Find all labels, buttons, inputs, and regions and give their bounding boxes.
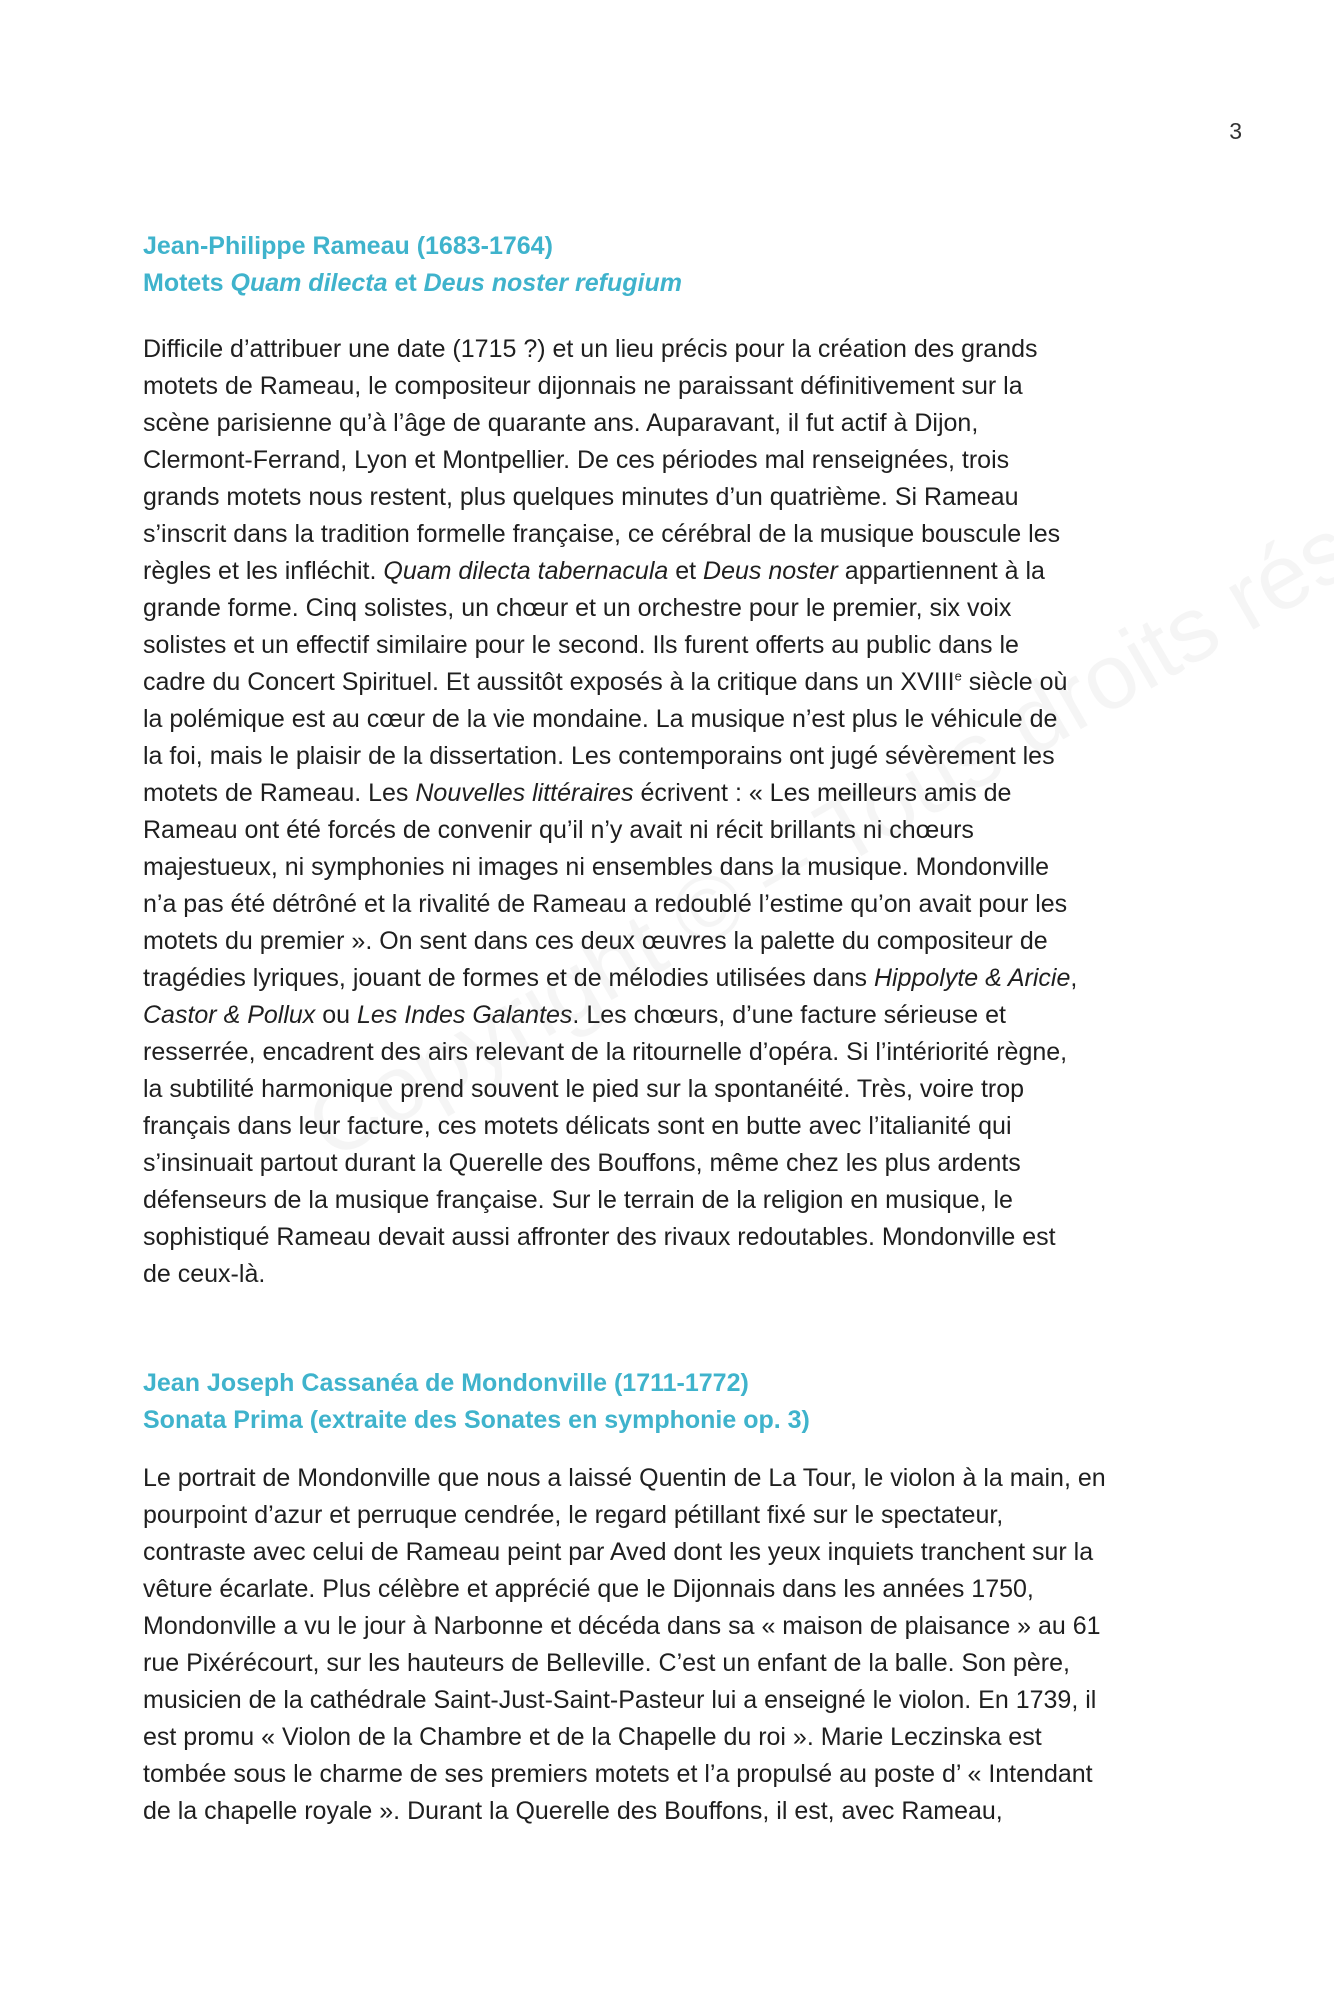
text-line <box>143 997 1203 1034</box>
heading-work: Sonata Prima (extraite des Sonates en symphonie op. 3) <box>143 1406 810 1434</box>
text-line: Le portrait de Mondonville que nous a laissé Quentin de La Tour, le violon à la main, en <box>143 1464 1106 1492</box>
text-run: ou <box>315 1001 357 1029</box>
text-line: Difficile d’attribuer une date (1715 ?) et un lieu précis pour la création des grands <box>143 335 1038 363</box>
superscript: e <box>954 668 962 684</box>
text-run: règles et les infléchit. <box>143 557 384 585</box>
heading-work-conjunction: et <box>387 269 424 297</box>
text-line <box>143 960 1203 997</box>
section-mondonville <box>143 1365 1203 1830</box>
section-body-text <box>143 1460 1203 1830</box>
italic-title: Deus noster <box>703 557 838 585</box>
text-line: tombée sous le charme de ses premiers motets et l’a propulsé au poste d’ « Intendant <box>143 1760 1093 1788</box>
italic-title: Les Indes Galantes <box>357 1001 573 1029</box>
text-line: Clermont-Ferrand, Lyon et Montpellier. De ces périodes mal renseignées, trois <box>143 446 1010 474</box>
text-line: grande forme. Cinq solistes, un chœur et un orchestre pour le premier, six voix <box>143 594 1012 622</box>
italic-title: Castor & Pollux <box>143 1001 316 1029</box>
text-line: scène parisienne qu’à l’âge de quarante ans. Auparavant, il fut actif à Dijon, <box>143 409 979 437</box>
text-line: français dans leur facture, ces motets délicats sont en butte avec l’italianité qui <box>143 1112 1012 1140</box>
section-heading <box>143 228 1203 302</box>
section-heading <box>143 1365 1203 1439</box>
text-run: tragédies lyriques, jouant de formes et de mélodies utilisées dans <box>143 964 874 992</box>
text-line: de ceux-là. <box>143 1260 266 1288</box>
text-line: de la chapelle royale ». Durant la Querelle des Bouffons, il est, avec Rameau, <box>143 1797 1003 1825</box>
text-line: s’inscrit dans la tradition formelle française, ce cérébral de la musique bouscule les <box>143 520 1061 548</box>
text-run: et <box>668 557 704 585</box>
section-body-text <box>143 331 1203 1293</box>
heading-work-prefix: Motets <box>143 269 231 297</box>
text-line: Rameau ont été forcés de convenir qu’il n’y avait ni récit brillants ni chœurs <box>143 816 974 844</box>
text-line: resserrée, encadrent des airs relevant de la ritournelle d’opéra. Si l’intériorité règne, <box>143 1038 1068 1066</box>
text-line: la polémique est au cœur de la vie mondaine. La musique n’est plus le véhicule de <box>143 705 1058 733</box>
heading-work <box>143 265 1203 302</box>
text-line: sophistiqué Rameau devait aussi affronter des rivaux redoutables. Mondonville est <box>143 1223 1056 1251</box>
text-run: . Les chœurs, d’une facture sérieuse et <box>572 1001 1006 1029</box>
text-line <box>143 775 1203 812</box>
text-line: s’insinuait partout durant la Querelle des Bouffons, même chez les plus ardents <box>143 1149 1021 1177</box>
text-line: est promu « Violon de la Chambre et de la Chapelle du roi ». Marie Leczinska est <box>143 1723 1042 1751</box>
text-run: , <box>1070 964 1078 992</box>
text-line: vêture écarlate. Plus célèbre et apprécié que le Dijonnais dans les années 1750, <box>143 1575 1034 1603</box>
text-line: Mondonville a vu le jour à Narbonne et décéda dans sa « maison de plaisance » au 61 <box>143 1612 1101 1640</box>
page-number: 3 <box>1229 118 1242 144</box>
text-line: contraste avec celui de Rameau peint par Aved dont les yeux inquiets tranchent sur la <box>143 1538 1094 1566</box>
text-run: appartiennent à la <box>837 557 1045 585</box>
section-rameau <box>143 228 1203 1293</box>
text-line: motets du premier ». On sent dans ces deux œuvres la palette du compositeur de <box>143 927 1048 955</box>
text-run: siècle où <box>961 668 1068 696</box>
text-line <box>143 664 1203 701</box>
text-line: motets de Rameau, le compositeur dijonnais ne paraissant définitivement sur la <box>143 372 1023 400</box>
text-line: n’a pas été détrôné et la rivalité de Rameau a redoublé l’estime qu’on avait pour les <box>143 890 1068 918</box>
text-line: rue Pixérécourt, sur les hauteurs de Belleville. C’est un enfant de la balle. Son père, <box>143 1649 1070 1677</box>
text-line: pourpoint d’azur et perruque cendrée, le regard pétillant fixé sur le spectateur, <box>143 1501 1004 1529</box>
heading-composer: Jean-Philippe Rameau (1683-1764) <box>143 232 553 260</box>
text-line: grands motets nous restent, plus quelques minutes d’un quatrième. Si Rameau <box>143 483 1019 511</box>
text-line: majestueux, ni symphonies ni images ni ensembles dans la musique. Mondonville <box>143 853 1050 881</box>
heading-work-title-2: Deus noster refugium <box>423 269 682 297</box>
italic-title: Hippolyte & Aricie <box>873 964 1071 992</box>
text-line: défenseurs de la musique française. Sur le terrain de la religion en musique, le <box>143 1186 1013 1214</box>
text-line <box>143 553 1203 590</box>
heading-work-title-1: Quam dilecta <box>230 269 388 297</box>
text-line: solistes et un effectif similaire pour le second. Ils furent offerts au public dans le <box>143 631 1019 659</box>
text-run: cadre du Concert Spirituel. Et aussitôt exposés à la critique dans un XVIII <box>143 668 955 696</box>
heading-composer: Jean Joseph Cassanéa de Mondonville (1711-1772) <box>143 1369 749 1397</box>
text-run: motets de Rameau. Les <box>143 779 416 807</box>
italic-title: Quam dilecta tabernacula <box>383 557 669 585</box>
text-line: la foi, mais le plaisir de la dissertation. Les contemporains ont jugé sévèrement les <box>143 742 1055 770</box>
text-line: la subtilité harmonique prend souvent le pied sur la spontanéité. Très, voire trop <box>143 1075 1025 1103</box>
italic-title: Nouvelles littéraires <box>415 779 634 807</box>
text-line: musicien de la cathédrale Saint-Just-Saint-Pasteur lui a enseigné le violon. En 1739, il <box>143 1686 1097 1714</box>
text-run: écrivent : « Les meilleurs amis de <box>633 779 1012 807</box>
